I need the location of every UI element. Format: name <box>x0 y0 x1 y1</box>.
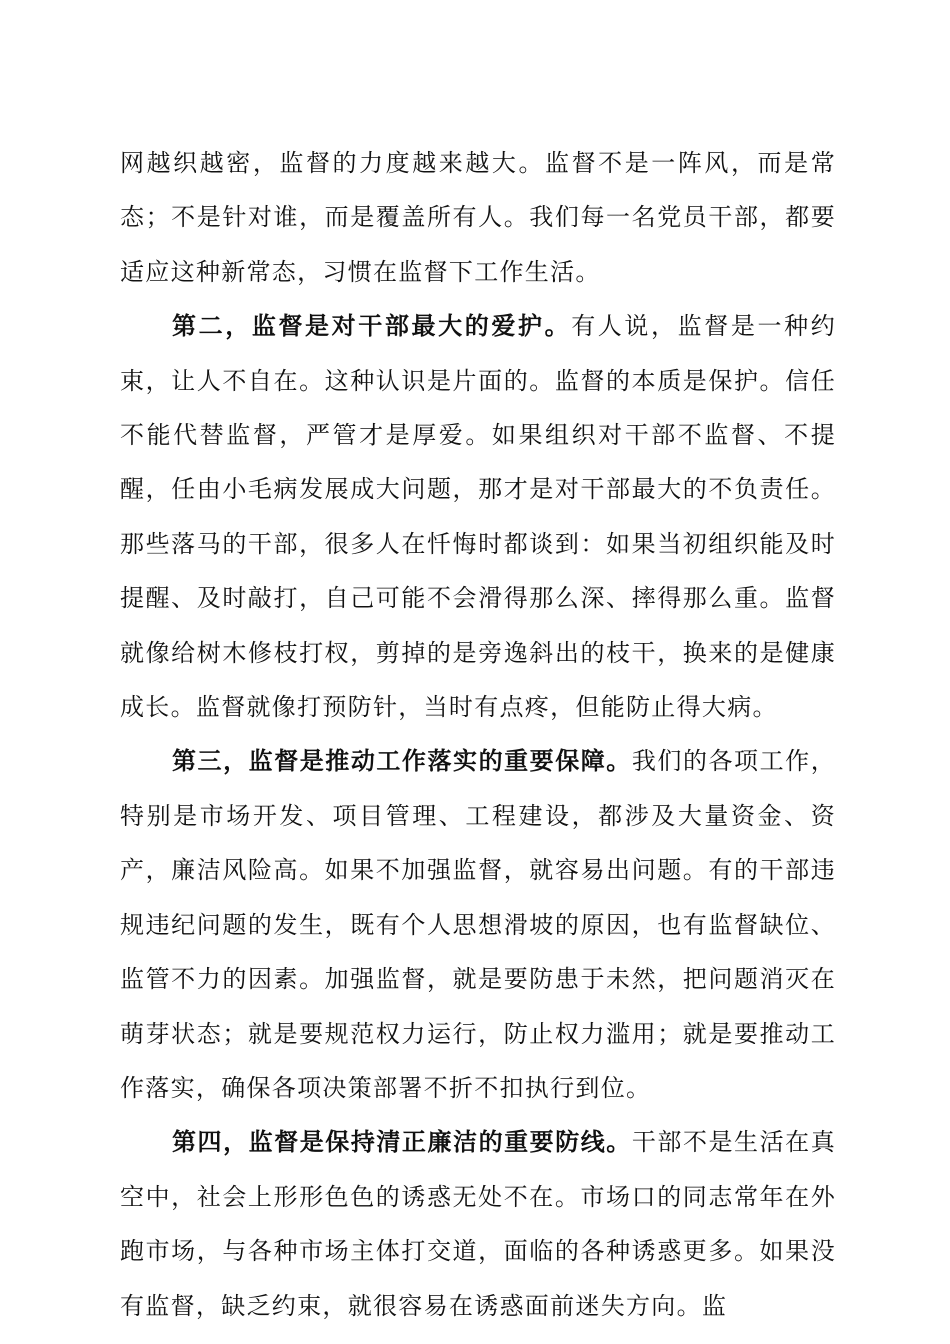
paragraph-heading: 第二，监督是对干部最大的爱护。 <box>172 311 572 341</box>
paragraph-heading: 第四，监督是保持清正廉洁的重要防线。 <box>172 1127 632 1157</box>
document-body <box>120 136 836 1333</box>
paragraph-heading: 第三，监督是推动工作落实的重要保障。 <box>172 746 632 776</box>
paragraph-third-point <box>120 734 836 1115</box>
paragraph-fourth-point <box>120 1115 836 1333</box>
paragraph-text: 有人说，监督是一种约束，让人不自在。这种认识是片面的。监督的本质是保护。信任不能代替监督，严管才是厚爱。如果组织对干部不监督、不提醒，任由小毛病发展成大问题，那才是对干部最大的不负责任。那些落马的干部，很多人在忏悔时都谈到：如果当初组织能及时提醒、及时敲打，自己可能不会滑得那么深、摔得那么重。监督就像给树木修枝打杈，剪掉的是旁逸斜出的枝干，换来的是健康成长。监督就像打预防针，当时有点疼，但能防止得大病。 <box>120 312 836 722</box>
paragraph-second-point <box>120 299 836 734</box>
paragraph-text: 网越织越密，监督的力度越来越大。监督不是一阵风，而是常态；不是针对谁，而是覆盖所有人。我们每一名党员干部，都要适应这种新常态，习惯在监督下工作生活。 <box>120 149 836 286</box>
paragraph-text: 干部不是生活在真空中，社会上形形色色的诱惑无处不在。市场口的同志常年在外跑市场，与各种市场主体打交道，面临的各种诱惑更多。如果没有监督，缺乏约束，就很容易在诱惑面前迷失方向。监 <box>120 1128 836 1320</box>
paragraph-text: 我们的各项工作，特别是市场开发、项目管理、工程建设，都涉及大量资金、资产，廉洁风险高。如果不加强监督，就容易出问题。有的干部违规违纪问题的发生，既有个人思想滑坡的原因，也有监督缺位、监管不力的因素。加强监督，就是要防患于未然，把问题消灭在萌芽状态；就是要规范权力运行，防止权力滥用；就是要推动工作落实，确保各项决策部署不折不扣执行到位。 <box>120 747 836 1102</box>
paragraph-continuation <box>120 136 836 299</box>
